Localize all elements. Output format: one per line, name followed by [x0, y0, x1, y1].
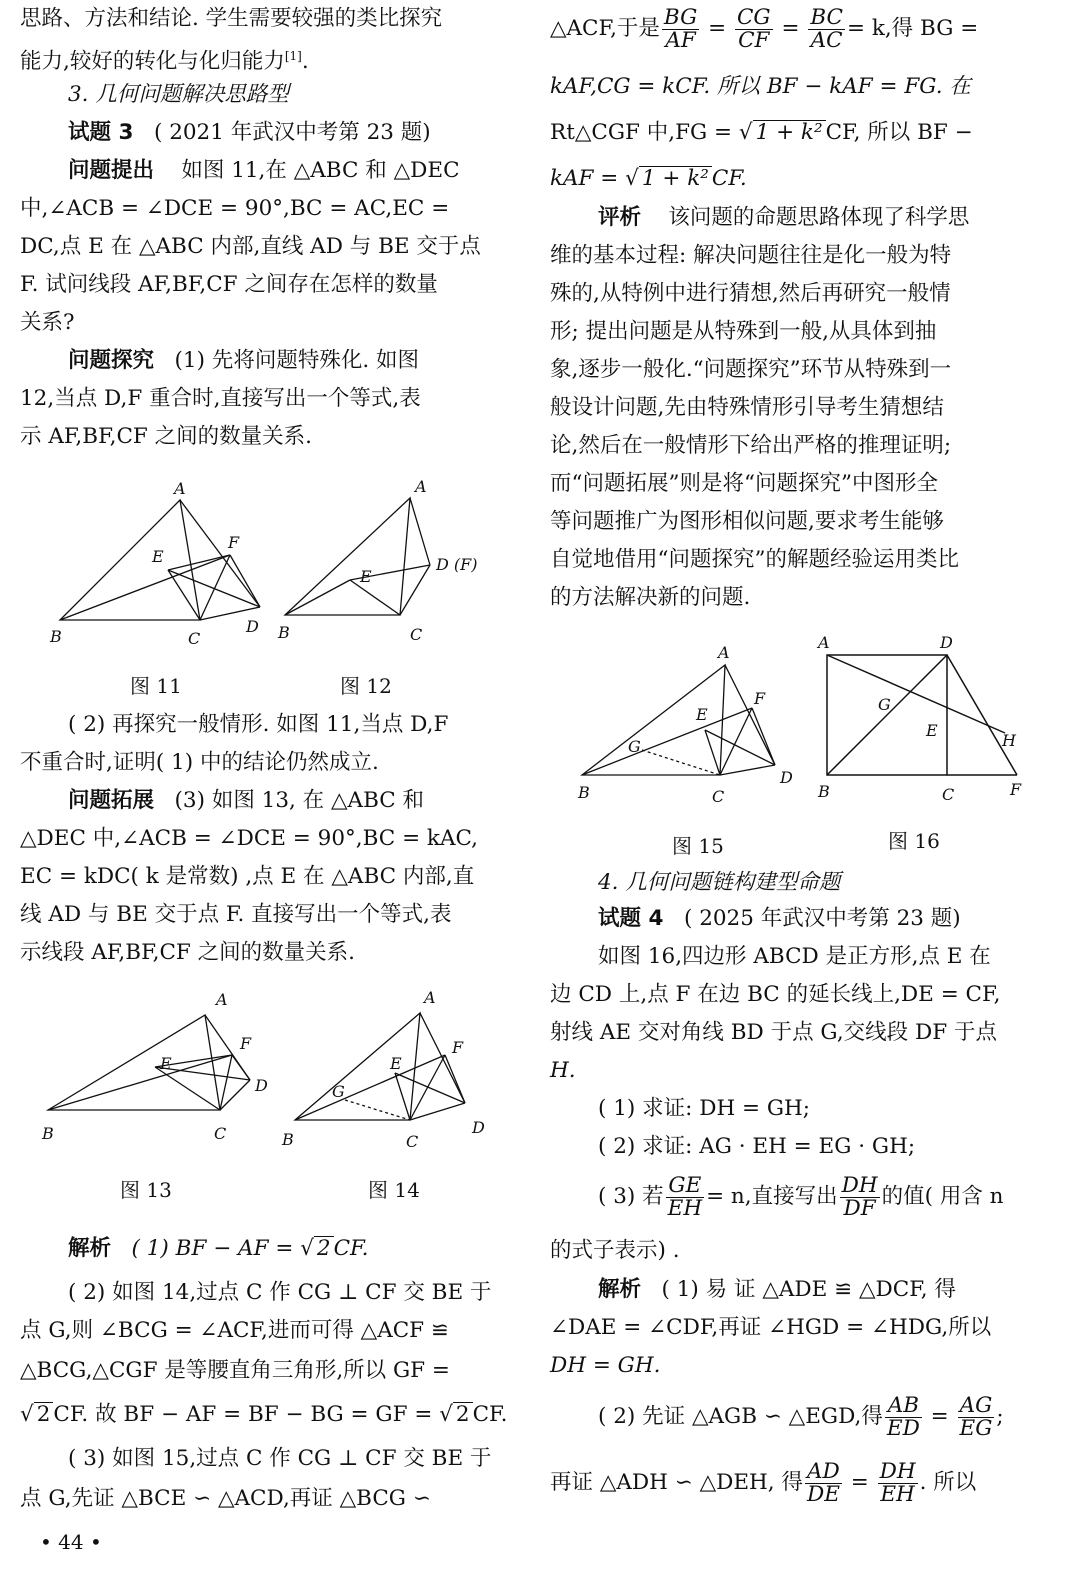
text-line: △DEC 中,∠ACB = ∠DCE = 90°,BC = kAC, [20, 826, 478, 851]
text-line: Rt△CGF 中,FG = √ 1 + k²CF, 所以 BF − [550, 120, 973, 145]
label-F: F [452, 1038, 464, 1057]
label-E: E [926, 721, 938, 740]
label-E: E [152, 547, 164, 566]
label-B: B [818, 782, 830, 801]
text-line: ∠DAE = ∠CDF,再证 ∠HGD = ∠HDG,所以 [550, 1315, 992, 1340]
figure-16-caption: 图 16 [888, 829, 940, 853]
figure-15 [570, 640, 810, 810]
section-heading-3: 3. 几何问题解决思路型 [68, 82, 289, 107]
text-line: 问题拓展 (3) 如图 13, 在 △ABC 和 [68, 788, 425, 813]
problem-3-title: 试题 3 ( 2021 年武汉中考第 23 题) [68, 120, 431, 145]
label-A: A [818, 633, 830, 652]
figure-12 [270, 470, 502, 660]
label-B: B [278, 623, 290, 642]
figure-13-caption: 图 13 [120, 1178, 172, 1202]
section-heading-4: 4. 几何问题链构建型命题 [598, 870, 841, 895]
text-line: 论,然后在一般情形下给出严格的推理证明; [550, 433, 952, 458]
label-F: F [240, 1034, 252, 1053]
page-number: • 44 • [40, 1530, 102, 1554]
problem-4-title: 试题 4 ( 2025 年武汉中考第 23 题) [598, 906, 961, 931]
label-A: A [415, 477, 427, 496]
text-line: 如图 16,四边形 ABCD 是正方形,点 E 在 [598, 944, 991, 969]
text-line: 象,逐步一般化.“问题探究”环节从特殊到一 [550, 357, 952, 382]
text-line: 中,∠ACB = ∠DCE = 90°,BC = AC,EC = [20, 196, 450, 221]
text-line: 维的基本过程: 解决问题往往是化一般为特 [550, 243, 952, 268]
text-line: DH = GH. [550, 1353, 661, 1378]
text-line: 射线 AE 交对角线 BD 于点 G,交线段 DF 于点 [550, 1020, 997, 1045]
text-line: △ACF,于是 $\frac{BG}{AF}$ = $\frac{CG}{CF}$ = $\frac{BC}{AC}$ = k,得 BG = [550, 4, 979, 53]
label-C: C [942, 785, 955, 804]
text-line: F. 试问线段 AF,BF,CF 之间存在怎样的数量 [20, 272, 438, 297]
text-line: ( 2) 求证: AG · EH = EG · GH; [598, 1134, 916, 1159]
text-line: √ 2 CF. 故 BF − AF = BF − BG = GF = √ 2 CF. [20, 1402, 508, 1427]
label-C: C [188, 629, 201, 648]
text-line: ( 2) 如图 14,过点 C 作 CG ⊥ CF 交 BE 于 [68, 1280, 492, 1305]
text-line: △BCG,△CGF 是等腰直角三角形,所以 GF = [20, 1358, 450, 1383]
label-D: D [472, 1118, 485, 1137]
label-D: D [255, 1076, 268, 1095]
text-line: 点 G,则 ∠BCG = ∠ACF,进而可得 △ACF ≌ [20, 1318, 449, 1343]
text-line: H. [550, 1058, 576, 1083]
label-C: C [214, 1124, 227, 1143]
figure-11-caption: 图 11 [130, 674, 182, 698]
text-line: 线 AD 与 BE 交于点 F. 直接写出一个等式,表 [20, 902, 452, 927]
label-B: B [282, 1130, 294, 1149]
figure-15-caption: 图 15 [672, 834, 724, 858]
text-line: 再证 △ADH ∽ △DEH, 得 $\frac{AD}{DE}$ = $\frac{DH}{EH}$ . 所以 [550, 1458, 977, 1507]
text-line: 边 CD 上,点 F 在边 BC 的延长线上,DE = CF, [550, 982, 1001, 1007]
label-E: E [160, 1054, 172, 1073]
text-line: EC = kDC( k 是常数) ,点 E 在 △ABC 内部,直 [20, 864, 475, 889]
label-F: F [1010, 780, 1022, 799]
figure-13 [40, 985, 270, 1150]
figure-14-caption: 图 14 [368, 1178, 420, 1202]
label-A: A [718, 643, 730, 662]
label-H: H [1002, 731, 1016, 750]
text-line: 问题提出 如图 11,在 △ABC 和 △DEC [68, 158, 460, 183]
text-line: 形; 提出问题是从特殊到一般,从具体到抽 [550, 319, 937, 344]
text-line: 评析 该问题的命题思路体现了科学思 [598, 205, 970, 230]
label-G: G [878, 695, 891, 714]
figure-16 [812, 630, 1032, 810]
text-line: 问题探究 (1) 先将问题特殊化. 如图 [68, 348, 419, 373]
label-D: D [780, 768, 793, 787]
figure-11 [50, 470, 259, 660]
text-line: ( 3) 如图 15,过点 C 作 CG ⊥ CF 交 BE 于 [68, 1446, 492, 1471]
figure-12-caption: 图 12 [340, 674, 392, 698]
label-C: C [406, 1132, 419, 1151]
label-B: B [578, 783, 590, 802]
label-D-F: D (F) [436, 555, 478, 574]
label-B: B [50, 627, 62, 646]
text-line: 示线段 AF,BF,CF 之间的数量关系. [20, 940, 356, 965]
text-line: 点 G,先证 △BCE ∽ △ACD,再证 △BCG ∽ [20, 1486, 431, 1511]
text-line: 的方法解决新的问题. [550, 585, 751, 610]
label-A: A [216, 990, 228, 1009]
label-A: A [174, 479, 186, 498]
label-A: A [424, 988, 436, 1007]
label-D: D [246, 617, 259, 636]
label-F: F [754, 689, 766, 708]
text-line: 示 AF,BF,CF 之间的数量关系. [20, 424, 313, 449]
text-line: 不重合时,证明( 1) 中的结论仍然成立. [20, 750, 379, 775]
label-F: F [228, 533, 240, 552]
text-line: 解析 ( 1) 易 证 △ADE ≌ △DCF, 得 [598, 1277, 956, 1302]
text-line: 解析 ( 1) BF − AF = √ 2 CF. [68, 1236, 369, 1261]
text-line: 思路、方法和结论. 学生需要较强的类比探究 [20, 6, 443, 31]
text-line: 能力,较好的转化与化归能力[1]. [20, 49, 309, 75]
text-line: 12,当点 D,F 重合时,直接写出一个等式,表 [20, 386, 421, 411]
label-E: E [696, 705, 708, 724]
label-G: G [628, 737, 641, 756]
label-E: E [390, 1054, 402, 1073]
label-C: C [410, 625, 423, 644]
text-line: 等问题推广为图形相似问题,要求考生能够 [550, 509, 944, 534]
text-line: 自觉地借用“问题探究”的解题经验运用类比 [550, 547, 959, 572]
label-C: C [712, 787, 725, 806]
label-B: B [42, 1124, 54, 1143]
text-line: ( 2) 再探究一般情形. 如图 11,当点 D,F [68, 712, 449, 737]
text-line: kAF = √ 1 + k²CF. [550, 166, 747, 191]
text-line: ( 3) 若 $\frac{GE}{EH}$ = n,直接写出 $\frac{DH}{DF}$ 的值( 用含 n [598, 1172, 1004, 1221]
label-E: E [360, 567, 372, 586]
text-line: 关系? [20, 310, 75, 335]
text-line: kAF,CG = kCF. 所以 BF − kAF = FG. 在 [550, 74, 971, 99]
text-line: ( 2) 先证 △AGB ∽ △EGD,得 $\frac{AB}{ED}$ = $\frac{AG}{EG}$ ; [598, 1392, 1004, 1441]
figure-14 [280, 985, 502, 1160]
text-line: ( 1) 求证: DH = GH; [598, 1096, 811, 1121]
text-line: 般设计问题,先由特殊情形引导考生猜想结 [550, 395, 944, 420]
text-line: 而“问题拓展”则是将“问题探究”中图形全 [550, 471, 938, 496]
text-line: 的式子表示) . [550, 1238, 680, 1263]
label-D: D [940, 633, 953, 652]
text-line: DC,点 E 在 △ABC 内部,直线 AD 与 BE 交于点 [20, 234, 481, 259]
label-G: G [332, 1082, 345, 1101]
text-line: 殊的,从特例中进行猜想,然后再研究一般情 [550, 281, 951, 306]
